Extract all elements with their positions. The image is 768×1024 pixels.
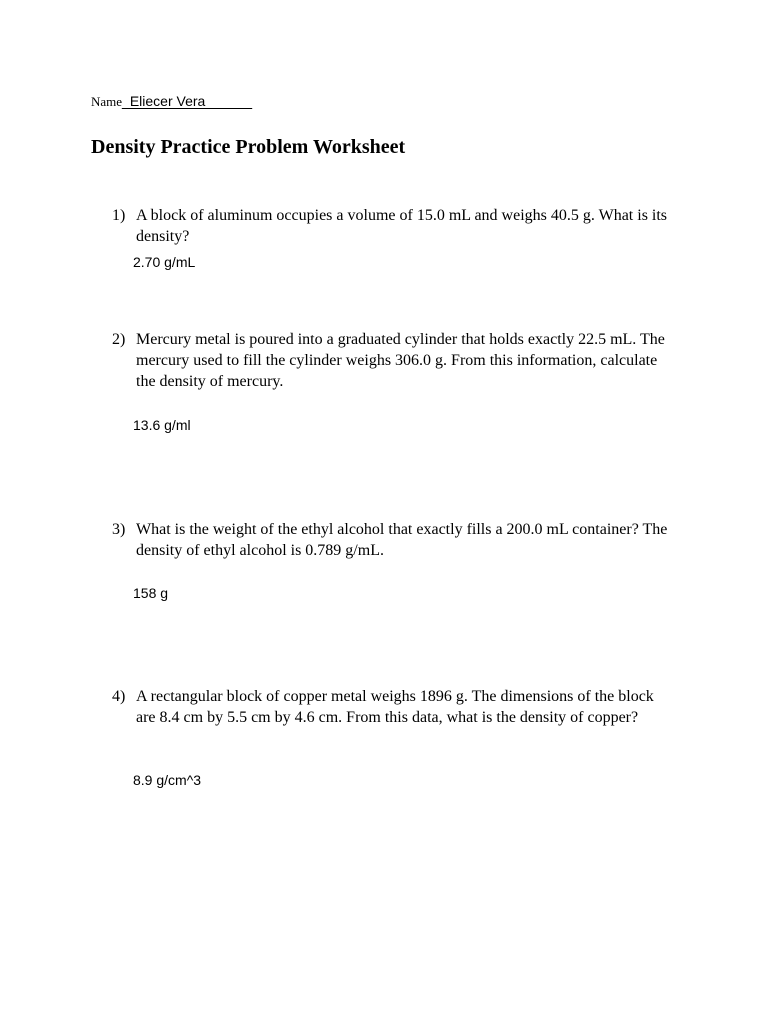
question-text: A block of aluminum occupies a volume of 15.0 mL and weighs 40.5 g. What is its density? xyxy=(136,207,668,245)
question-text: Mercury metal is poured into a graduated cylinder that holds exactly 22.5 mL. The mercury used to fill the cylinder weighs 306.0 g. From this information, calculate the density of mercury. xyxy=(136,331,665,390)
question-1 xyxy=(112,205,672,247)
answer-1: 2.70 g/mL xyxy=(133,254,196,270)
answer-3: 158 g xyxy=(133,585,169,601)
question-2 xyxy=(112,329,672,392)
answer-4: 8.9 g/cm^3 xyxy=(133,772,202,788)
question-text: What is the weight of the ethyl alcohol that exactly fills a 200.0 mL container? The density of ethyl alcohol is 0.789 g/mL. xyxy=(136,521,668,559)
name-line xyxy=(91,92,252,111)
question-number: 2) xyxy=(112,331,126,348)
worksheet-title: Density Practice Problem Worksheet xyxy=(91,136,406,158)
name-value: _Eliecer Vera______ xyxy=(122,93,253,109)
question-4 xyxy=(112,686,672,728)
answer-2: 13.6 g/ml xyxy=(133,417,191,433)
question-number: 4) xyxy=(112,688,126,705)
question-number: 3) xyxy=(112,521,126,538)
name-label: Name xyxy=(91,94,123,109)
question-text: A rectangular block of copper metal weighs 1896 g. The dimensions of the block are 8.4 cm by 5.5 cm by 4.6 cm. From this data, what is the density of copper? xyxy=(136,688,654,726)
question-number: 1) xyxy=(112,207,126,224)
question-3 xyxy=(112,519,672,561)
